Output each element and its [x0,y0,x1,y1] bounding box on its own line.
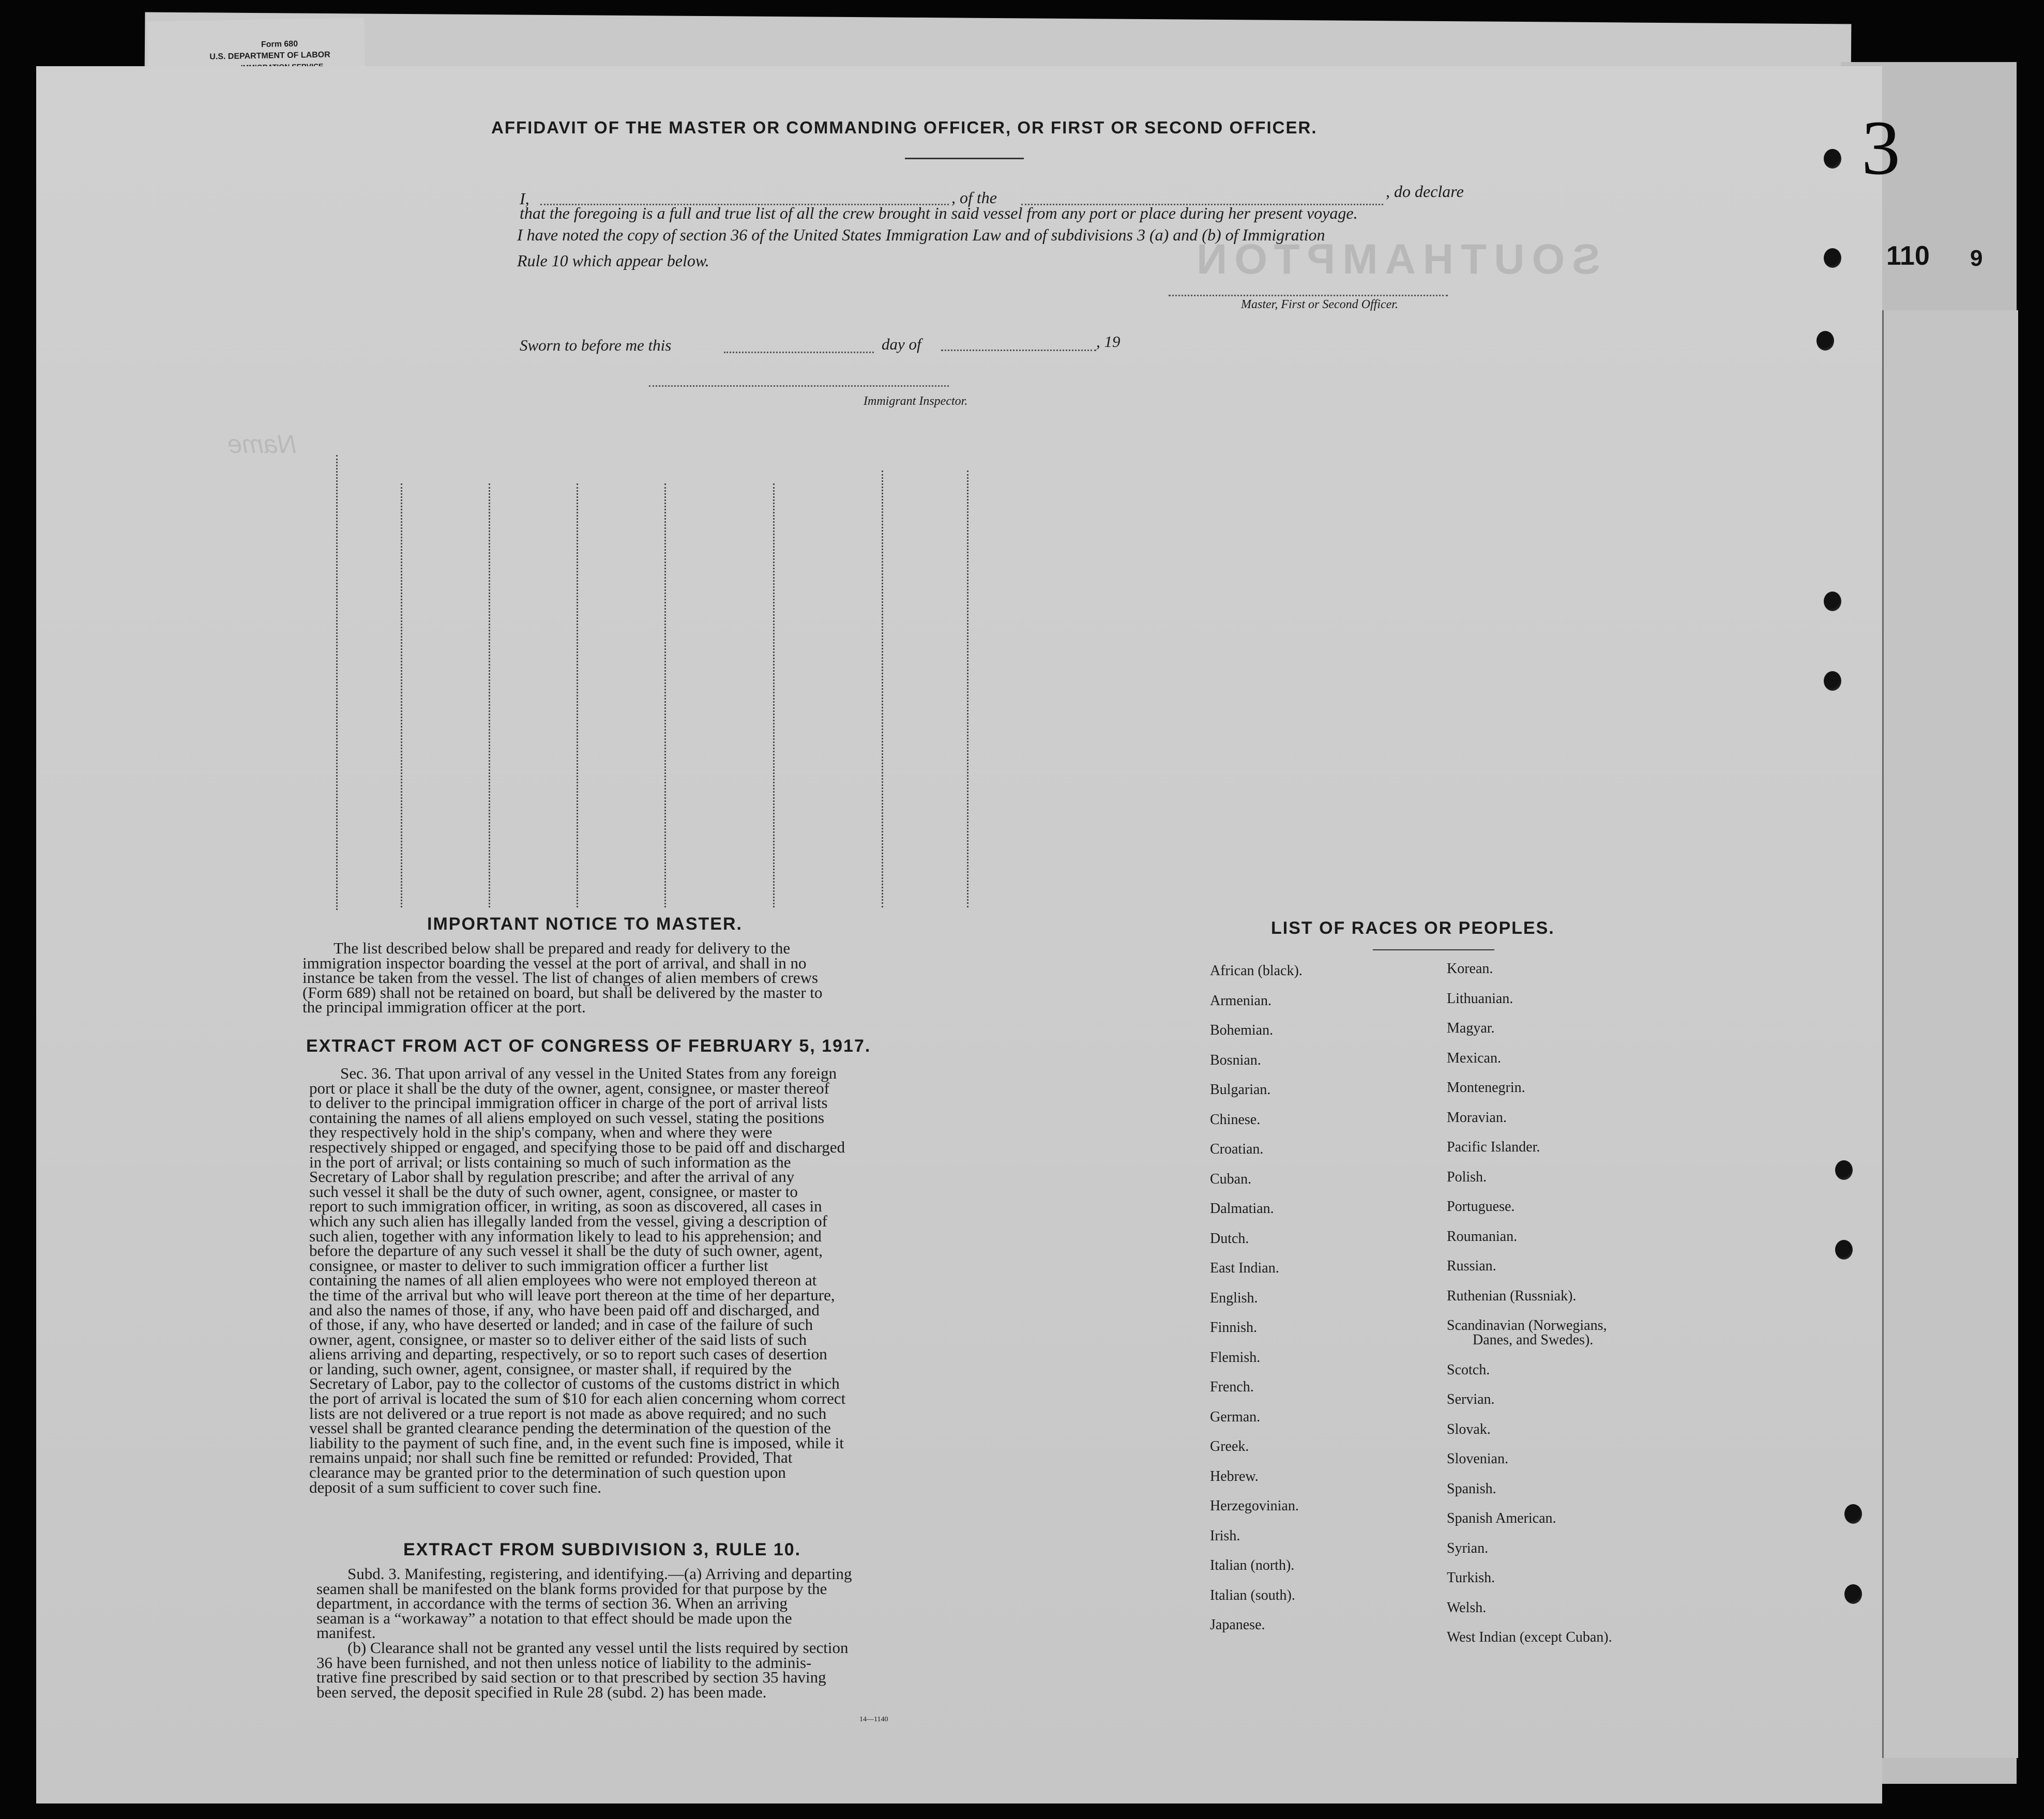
race-item: Pacific Islander. [1447,1139,1540,1155]
races-rule [1373,949,1494,950]
race-item: Slovak. [1447,1421,1491,1437]
back-sheet-right-2 [1882,310,2018,1758]
race-item: Herzegovinian. [1210,1498,1299,1514]
rule-line: been served, the deposit specified in Rule 28 (subd. 2) has been made. [316,1682,767,1701]
race-item: Ruthenian (Russniak). [1447,1287,1577,1304]
race-item: Armenian. [1210,992,1271,1009]
rule-line: (b) Clearance shall not be granted any vessel until the lists required by section [347,1638,849,1657]
act-extract-title: EXTRACT FROM ACT OF CONGRESS OF FEBRUARY 5, 1917. [306,1036,871,1056]
rule-line: Subd. 3. Manifesting, registering, and identifying.—(a) Arriving and departing [347,1565,852,1583]
act-line: Sec. 36. That upon arrival of any vessel in the United States from any foreign [340,1064,837,1082]
race-item: Bulgarian. [1210,1082,1271,1098]
race-item: Scandinavian (Norwegians, [1447,1317,1607,1333]
races-title: LIST OF RACES OR PEOPLES. [1271,918,1555,938]
race-item: Spanish American. [1447,1510,1556,1526]
act-line: liability to the payment of such fine, and, in the event such fine is imposed, while it [309,1433,844,1452]
form-number: Form 680 [261,39,298,49]
act-line: the port of arrival is located the sum of $10 for each alien concerning whom correct [309,1389,846,1408]
race-item: French. [1210,1379,1254,1395]
race-item: Slovenian. [1447,1451,1508,1467]
act-line: which any such alien has illegally landed from the vessel, giving a description of [309,1211,828,1230]
rule-line: manifest. [316,1624,376,1642]
act-line: vessel shall be granted clearance pending the determination of the question of the [309,1419,831,1437]
rule-line: 36 have been furnished, and not then unless notice of liability to the adminis- [316,1653,812,1672]
rule-extract-title: EXTRACT FROM SUBDIVISION 3, RULE 10. [403,1540,801,1559]
punch-hole [1816,331,1834,351]
notice-line: (Form 689) shall not be retained on board, but shall be delivered by the master to [302,983,823,1002]
race-item: Russian. [1447,1258,1496,1274]
sworn-day-field [724,352,874,353]
race-item: Dutch. [1210,1230,1249,1247]
race-item: Lithuanian. [1447,990,1513,1007]
punch-hole [1844,1584,1862,1604]
race-item: Finnish. [1210,1320,1258,1336]
race-item: Servian. [1447,1391,1495,1407]
race-item: Japanese. [1210,1617,1265,1633]
affidavit-line-3: I have noted the copy of section 36 of the United States Immigration Law and of subdivisions 3 (a) and (b) of Immigration [517,225,1325,244]
act-line: to deliver to the principal immigration officer in charge of the port of arrival lists [309,1094,828,1112]
affidavit-title: AFFIDAVIT OF THE MASTER OR COMMANDING OFFICER, OR FIRST OR SECOND OFFICER. [491,118,1318,137]
act-line: respectively shipped or engaged, and specifying those to be paid off and discharged [309,1138,845,1156]
race-item: Flemish. [1210,1349,1261,1366]
inspector-caption: Immigrant Inspector. [864,395,968,408]
show-through-banner: SOUTHAMPTON [1189,236,1600,283]
race-item: Cuban. [1210,1171,1252,1187]
race-item: Croatian. [1210,1141,1264,1157]
punch-hole [1824,248,1841,268]
race-item: Italian (south). [1210,1587,1295,1603]
race-item: African (black). [1210,963,1303,979]
signature-caption: Master, First or Second Officer. [1241,298,1398,311]
race-item: Roumanian. [1447,1228,1518,1245]
act-line: such alien, together with any information likely to lead to his apprehension; and [309,1226,822,1245]
department-name: U.S. DEPARTMENT OF LABOR [209,50,330,62]
act-line: such vessel it shall be the duty of such owner, agent, consignee, or master to [309,1182,798,1201]
act-line: remains unpaid; nor shall such fine be remitted or refunded: Provided, That [309,1448,793,1467]
act-line: owner, agent, consignee, or master so to deliver either of the said lists of such [309,1330,807,1348]
race-item: Spanish. [1447,1480,1496,1497]
column-rule [401,483,402,907]
act-line: port or place it shall be the duty of the owner, agent, consignee, or master thereof [309,1079,829,1097]
show-through-name: Name [228,430,297,459]
act-line: or landing, such owner, agent, consignee, or master shall, if required by the [309,1359,792,1378]
race-item: Korean. [1447,961,1493,977]
notice-line: the principal immigration officer at the port. [302,998,586,1017]
rule-extract-body [316,1567,929,1700]
year-label: , 19 [1096,332,1121,351]
column-rule [773,483,775,907]
handwritten-number: 3 [1861,105,1900,191]
affidavit-of-the: , of the [951,188,997,207]
sworn-label: Sworn to before me this [520,336,672,354]
act-line: Secretary of Labor shall by regulation prescribe; and after the arrival of any [309,1168,795,1186]
punch-hole [1824,592,1841,611]
race-item: Syrian. [1447,1540,1489,1556]
affidavit-line-4: Rule 10 which appear below. [517,251,709,270]
act-line: deposit of a sum sufficient to cover such fine. [309,1478,602,1496]
act-line: of those, if any, who have deserted or landed; and in case of the failure of such [309,1315,813,1334]
affidavit-declare: , do declare [1386,182,1464,201]
column-rule [577,483,578,907]
column-rule [967,471,968,907]
races-left-column [1210,963,1303,1647]
race-item: Dalmatian. [1210,1201,1274,1217]
act-line: consignee, or master to deliver to such immigration officer a further list [309,1256,768,1275]
inspector-line [649,385,949,387]
race-item: West Indian (except Cuban). [1447,1629,1612,1645]
column-rule [336,455,338,910]
affidavit-line-2: that the foregoing is a full and true list of all the crew brought in said vessel from any port or place during her present voyage. [520,204,1358,222]
act-line: they respectively hold in the ship's company, when and where they were [309,1123,773,1142]
race-item: Magyar. [1447,1020,1495,1036]
punch-hole [1824,671,1841,691]
affidavit-i: I, [520,189,529,208]
notice-body [302,941,918,1015]
notice-line: instance be taken from the vessel. The list of changes of alien members of crews [302,968,819,987]
rule-line: seamen shall be manifested on the blank forms provided for that purpose by the [316,1579,827,1598]
race-item: Greek. [1210,1438,1249,1454]
sworn-month-field [941,350,1096,351]
edge-digit: 9 [1970,246,1983,271]
rule-line: department, in accordance with the terms of section 36. When an arriving [316,1594,788,1613]
punch-hole [1835,1240,1853,1260]
act-line: Secretary of Labor, pay to the collector of customs of the customs district in which [309,1374,840,1393]
notice-line: The list described below shall be prepared and ready for delivery to the [334,939,791,957]
act-line: in the port of arrival; or lists containing so much of such information as the [309,1153,791,1171]
sheet-number: 110 [1886,241,1930,271]
act-extract-body [309,1066,927,1495]
race-item: Mexican. [1447,1050,1501,1066]
race-item: Scotch. [1447,1361,1490,1378]
column-rule [882,471,883,907]
column-rule [664,483,666,907]
race-item: Welsh. [1447,1599,1487,1616]
column-rule [489,483,490,907]
notice-title: IMPORTANT NOTICE TO MASTER. [427,914,743,934]
act-line: clearance may be granted prior to the determination of such question upon [309,1463,786,1482]
rule-line: trative fine prescribed by said section or to that prescribed by section 35 having [316,1668,826,1687]
title-rule [905,158,1024,159]
race-item: Bohemian. [1210,1022,1274,1038]
race-item: Turkish. [1447,1570,1495,1586]
race-item: Montenegrin. [1447,1080,1525,1096]
races-right-column [1447,961,1612,1659]
punch-hole [1844,1504,1862,1524]
day-of-label: day of [882,335,921,353]
race-item: Polish. [1447,1169,1487,1185]
race-item: Moravian. [1447,1109,1507,1126]
race-item: Irish. [1210,1527,1240,1544]
act-line: report to such immigration officer, in writing, as soon as discovered, all cases in [309,1197,822,1216]
race-item: Hebrew. [1210,1468,1259,1484]
race-item: Italian (north). [1210,1557,1295,1573]
race-item: East Indian. [1210,1260,1279,1276]
race-item: Danes, and Swedes). [1473,1332,1594,1348]
act-line: and also the names of those, if any, who have been paid off and discharged, and [309,1300,820,1319]
act-line: the time of the arrival but who will leave port thereon at the time of her departure, [309,1285,835,1304]
race-item: Portuguese. [1447,1199,1515,1215]
race-item: Bosnian. [1210,1052,1261,1068]
act-line: lists are not delivered or a true report is not made as above required; and no such [309,1404,827,1422]
race-item: German. [1210,1408,1261,1425]
act-line: containing the names of all alien employees who were not employed thereon at [309,1271,817,1290]
act-line: containing the names of all aliens employed on such vessel, stating the positions [309,1108,825,1127]
race-item: English. [1210,1290,1258,1306]
notice-line: immigration inspector boarding the vessel at the port of arrival, and shall in no [302,953,807,972]
signature-line [1169,295,1448,296]
punch-hole [1835,1160,1853,1180]
print-code: 14—1140 [859,1716,888,1723]
punch-hole [1824,149,1841,169]
act-line: before the departure of any such vessel it shall be the duty of such owner, agent, [309,1241,823,1260]
act-line: aliens arriving and departing, respectively, or so to report such cases of desertion [309,1345,827,1363]
race-item: Chinese. [1210,1111,1261,1128]
rule-line: seaman is a “workaway” a notation to that effect should be made upon the [316,1609,792,1627]
